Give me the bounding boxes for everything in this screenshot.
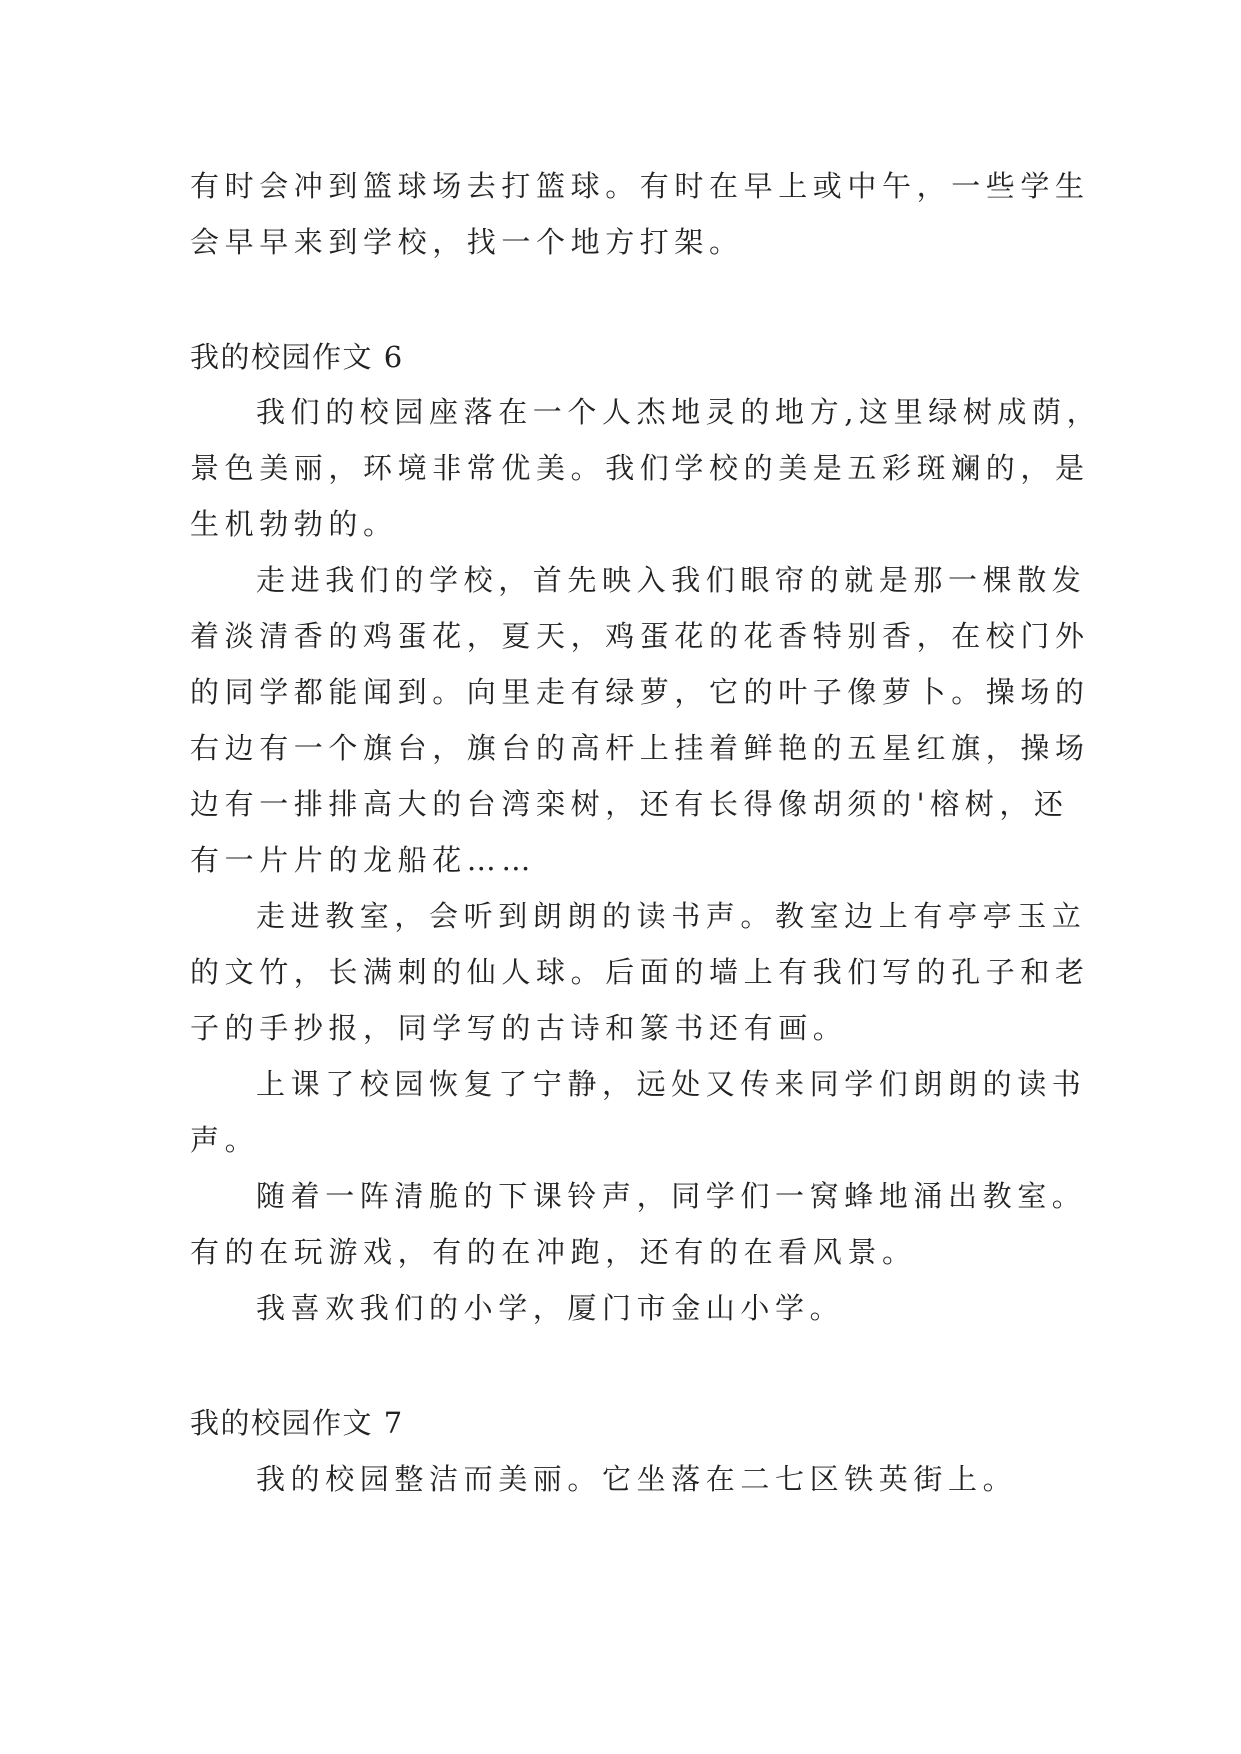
text-line: 的同学都能闻到。向里走有绿萝，它的叶子像萝卜。操场的: [190, 675, 1090, 709]
text-line: 上课了校园恢复了宁静，远处又传来同学们朗朗的读书: [256, 1067, 1087, 1101]
text-line: 走进教室，会听到朗朗的读书声。教室边上有亭亭玉立: [256, 899, 1087, 933]
text-line: 有时会冲到篮球场去打篮球。有时在早上或中午，一些学生: [190, 169, 1090, 203]
text-line: 我们的校园座落在一个人杰地灵的地方,这里绿树成荫，: [256, 395, 1102, 429]
text-line: 子的手抄报，同学写的古诗和篆书还有画。: [190, 1011, 848, 1045]
text-line: 声。: [190, 1123, 260, 1157]
text-line: 会早早来到学校，找一个地方打架。: [190, 225, 744, 259]
text-line: 着淡清香的鸡蛋花，夏天，鸡蛋花的花香特别香，在校门外: [190, 619, 1090, 653]
text-line: 我的校园整洁而美丽。它坐落在二七区铁英街上。: [256, 1462, 1018, 1496]
text-line: 右边有一个旗台，旗台的高杆上挂着鲜艳的五星红旗，操场: [190, 731, 1090, 765]
text-line: 有的在玩游戏，有的在冲跑，还有的在看风景。: [190, 1235, 917, 1269]
text-line: 的文竹，长满刺的仙人球。后面的墙上有我们写的孔子和老: [190, 955, 1090, 989]
text-line: 景色美丽，环境非常优美。我们学校的美是五彩斑斓的，是: [190, 451, 1090, 485]
text-line: 我喜欢我们的小学，厦门市金山小学。: [256, 1291, 845, 1325]
text-line: 走进我们的学校，首先映入我们眼帘的就是那一棵散发: [256, 563, 1087, 597]
text-line: 随着一阵清脆的下课铃声，同学们一窝蜂地涌出教室。: [256, 1179, 1087, 1213]
essay-7-title: 我的校园作文 7: [190, 1406, 404, 1440]
text-line: 有一片片的龙船花……: [190, 843, 537, 877]
text-line: 生机勃勃的。: [190, 507, 398, 541]
essay-6-title: 我的校园作文 6: [190, 340, 404, 374]
text-line: 边有一排排高大的台湾栾树，还有长得像胡须的'榕树，还: [190, 787, 1069, 821]
